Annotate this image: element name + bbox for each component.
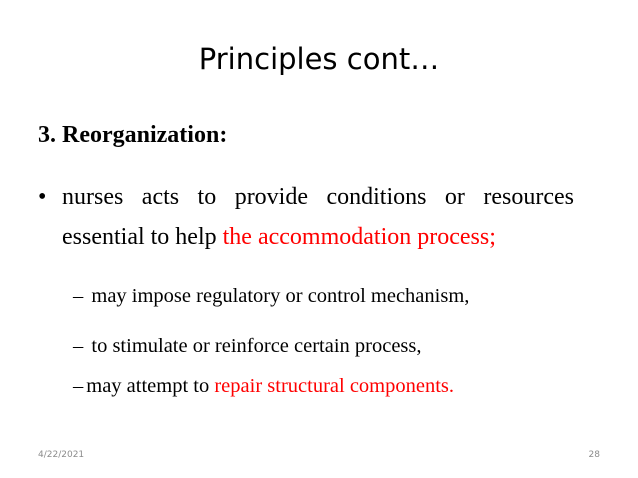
bullet-line-1: nurses acts to provide conditions or resources: [62, 184, 574, 210]
sub-item: [73, 285, 469, 308]
bullet-line-2-text: essential to help: [62, 224, 223, 250]
slide-title: Principles cont…: [198, 42, 440, 76]
sub-item-dash: –: [73, 375, 84, 397]
sub-item-text: may impose regulatory or control mechanism,: [91, 285, 470, 307]
sub-item-dash: –: [73, 335, 84, 357]
sub-item: [73, 335, 422, 358]
bullet-symbol: •: [38, 184, 47, 210]
sub-item-text: to stimulate or reinforce certain process,: [91, 335, 422, 357]
sub-item: [73, 375, 454, 398]
bullet-highlight-text: the accommodation process;: [222, 224, 496, 250]
section-heading: 3. Reorganization:: [38, 122, 228, 148]
sub-item-dash: –: [73, 285, 84, 307]
footer-date: 4/22/2021: [38, 450, 85, 460]
footer-page-number: 28: [588, 450, 600, 460]
sub-item-highlight-text: repair structural components.: [214, 375, 455, 397]
bullet-line-2: [62, 217, 496, 257]
sub-item-text: may attempt to: [86, 375, 215, 397]
